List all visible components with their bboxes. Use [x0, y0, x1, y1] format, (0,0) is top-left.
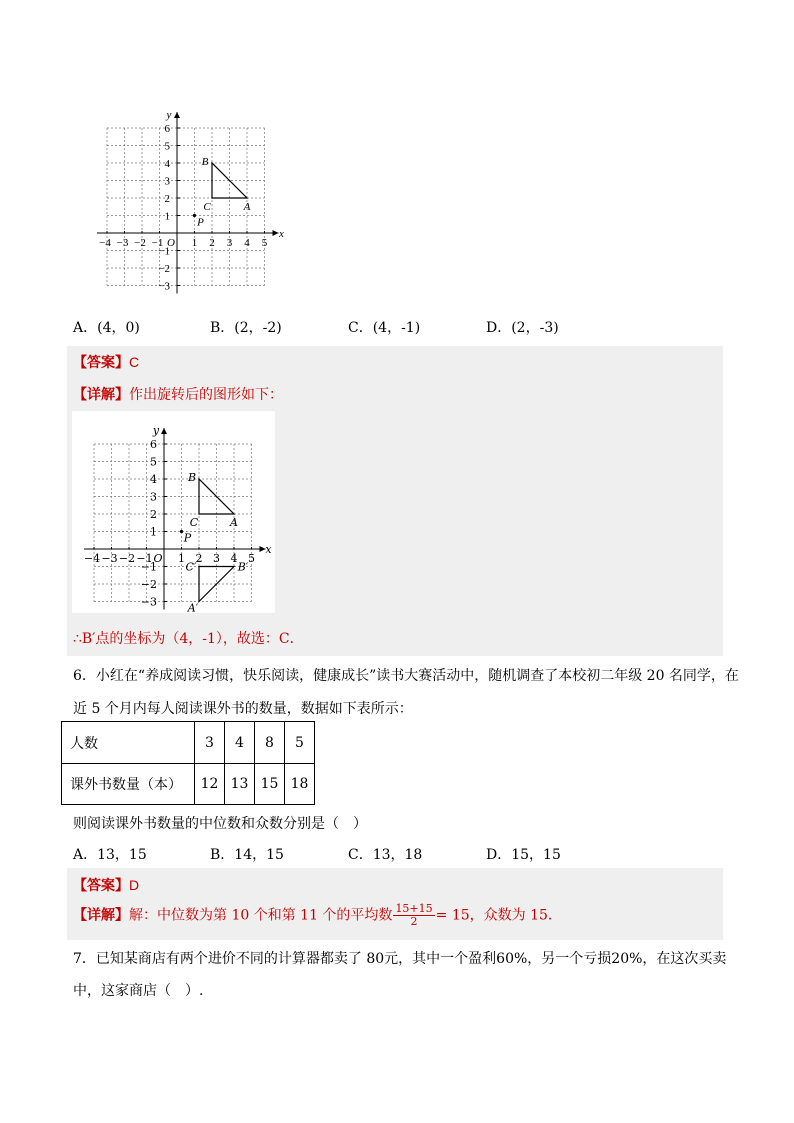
x-tick-label: 2	[209, 237, 215, 249]
x-tick-label: 5	[261, 237, 268, 249]
x-tick-label: −3	[101, 552, 118, 565]
fraction	[393, 903, 434, 928]
x-tick-label: 2	[195, 552, 203, 565]
graph-1-svg	[80, 100, 284, 300]
q5-answer-box	[67, 346, 723, 656]
y-tick-label: −2	[140, 578, 157, 591]
y-tick-label: −3	[140, 595, 157, 609]
q6-options	[73, 844, 723, 864]
y-tick-label: 6	[164, 123, 170, 135]
option-a: A．(4，0)	[73, 320, 140, 336]
x-arrow	[273, 230, 279, 236]
answer-value: D	[129, 877, 140, 893]
y-arrow	[174, 112, 180, 118]
x-tick-label: 3	[213, 552, 220, 565]
table-row	[62, 722, 315, 764]
y-tick-label: −1	[140, 560, 157, 574]
y-tick-label: 1	[164, 210, 170, 223]
origin-label: O	[153, 552, 163, 565]
point-p-label: P	[197, 216, 204, 229]
y-tick-label: 2	[164, 193, 170, 205]
detail-text: 作出旋转后的图形如下：	[129, 387, 283, 403]
detail-tag: 【详解】	[73, 387, 129, 403]
y-tick-label: 6	[150, 438, 157, 451]
table-cell: 13	[225, 764, 255, 805]
point-c-label: C	[203, 201, 211, 213]
answer-tag: 【答案】	[73, 355, 129, 371]
point-a-prime-label: A′	[187, 601, 199, 615]
answer-value: C	[129, 354, 140, 370]
q5-detail-line	[73, 384, 283, 404]
option-a: A．13，15	[73, 847, 147, 863]
y-tick-label: 5	[150, 455, 157, 469]
x-tick-label: 4	[244, 237, 250, 249]
fraction-denominator: 2	[410, 915, 418, 928]
detail-post: = 15，众数为 15．	[435, 907, 562, 924]
x-tick-label: 1	[178, 552, 185, 565]
y-axis-label: y	[166, 109, 172, 121]
x-tick-label: −3	[116, 237, 129, 249]
q6-detail-line	[73, 903, 562, 928]
y-tick-label: −2	[158, 263, 170, 275]
option-d: D．15，15	[486, 847, 561, 863]
point-p	[180, 530, 183, 533]
table-row-head: 人数	[62, 722, 195, 764]
y-arrow	[161, 428, 167, 434]
q6-question: 则阅读课外书数量的中位数和众数分别是（ ）	[73, 816, 367, 832]
y-tick-label: −3	[158, 280, 170, 293]
y-tick-label: 1	[150, 525, 157, 539]
x-tick-label: −1	[136, 552, 153, 565]
y-tick-label: 2	[150, 508, 157, 521]
y-tick-label: 4	[164, 158, 170, 170]
q5-conclusion: ∴B′点的坐标为（4，-1），故选：C．	[73, 631, 304, 647]
q6-answer-line	[73, 875, 139, 895]
option-b: B．14，15	[210, 847, 284, 863]
x-tick-label: 1	[191, 237, 198, 249]
table-row	[62, 764, 315, 805]
table-cell: 12	[195, 764, 225, 805]
y-tick-label: 4	[150, 473, 157, 486]
table-cell: 3	[195, 722, 225, 764]
table-cell: 15	[255, 764, 285, 805]
q5-answer-line	[73, 352, 139, 372]
point-c-prime-label: C′	[185, 560, 197, 574]
y-tick-label: 3	[150, 490, 157, 504]
point-b-label: B	[201, 156, 209, 168]
q6-table	[61, 721, 315, 805]
x-tick-label: 5	[248, 552, 255, 565]
x-tick-label: 4	[230, 552, 238, 565]
graph-2-frame	[72, 411, 275, 613]
point-p-label: P	[183, 531, 192, 545]
fraction-numerator: 15+15	[395, 902, 433, 915]
y-tick-label: 3	[164, 175, 170, 188]
x-tick-label: 3	[226, 237, 233, 249]
table-row-head: 课外书数量（本）	[62, 764, 195, 805]
x-axis-label: x	[279, 228, 284, 240]
point-c-label: C	[189, 516, 199, 529]
detail-pre: 解：中位数为第 10 个和第 11 个的平均数	[129, 907, 393, 924]
origin-label: O	[167, 237, 175, 249]
x-tick-label: −2	[118, 552, 136, 565]
option-c: C．13，18	[348, 847, 423, 863]
q6-line-1: 6．小红在“养成阅读习惯，快乐阅读，健康成长”读书大赛活动中，随机调查了本校初二年级 20 名同学，在	[73, 668, 739, 684]
point-a-label: A	[230, 516, 238, 529]
q6-answer-box	[67, 868, 723, 940]
table-cell: 18	[285, 764, 315, 805]
x-tick-label: −2	[134, 237, 146, 249]
graph-2-svg	[72, 411, 275, 613]
q7-line-2: 中，这家商店（ ）.	[73, 983, 204, 999]
point-b-prime-label: B′	[237, 560, 249, 574]
table-cell: 4	[225, 722, 255, 764]
x-tick-label: −4	[99, 237, 111, 249]
y-tick-label: −1	[158, 245, 170, 258]
coordinate-graph-1	[80, 100, 284, 300]
table-cell: 8	[255, 722, 285, 764]
point-b-label: B	[187, 471, 197, 484]
x-axis-label: x	[265, 543, 272, 556]
q6-line-2: 近 5 个月内每人阅读课外书的数量，数据如下表所示：	[73, 701, 413, 717]
option-b: B．(2，-2)	[210, 320, 282, 336]
detail-tag: 【详解】	[73, 907, 129, 924]
x-tick-label: −1	[151, 237, 164, 249]
table-cell: 5	[285, 722, 315, 764]
y-axis-label: y	[152, 424, 160, 437]
x-tick-label: −4	[83, 552, 101, 565]
point-p	[193, 214, 196, 217]
q5-options	[73, 317, 723, 337]
q7-line-1: 7．已知某商店有两个进价不同的计算器都卖了 80元，其中一个盈利60%，另一个亏损20%，在这次买卖	[73, 951, 727, 967]
y-tick-label: 5	[164, 140, 170, 153]
point-a-label: A	[243, 201, 251, 213]
option-c: C．(4，-1)	[348, 320, 421, 336]
option-d: D．(2，-3)	[486, 320, 559, 336]
answer-tag: 【答案】	[73, 878, 129, 894]
